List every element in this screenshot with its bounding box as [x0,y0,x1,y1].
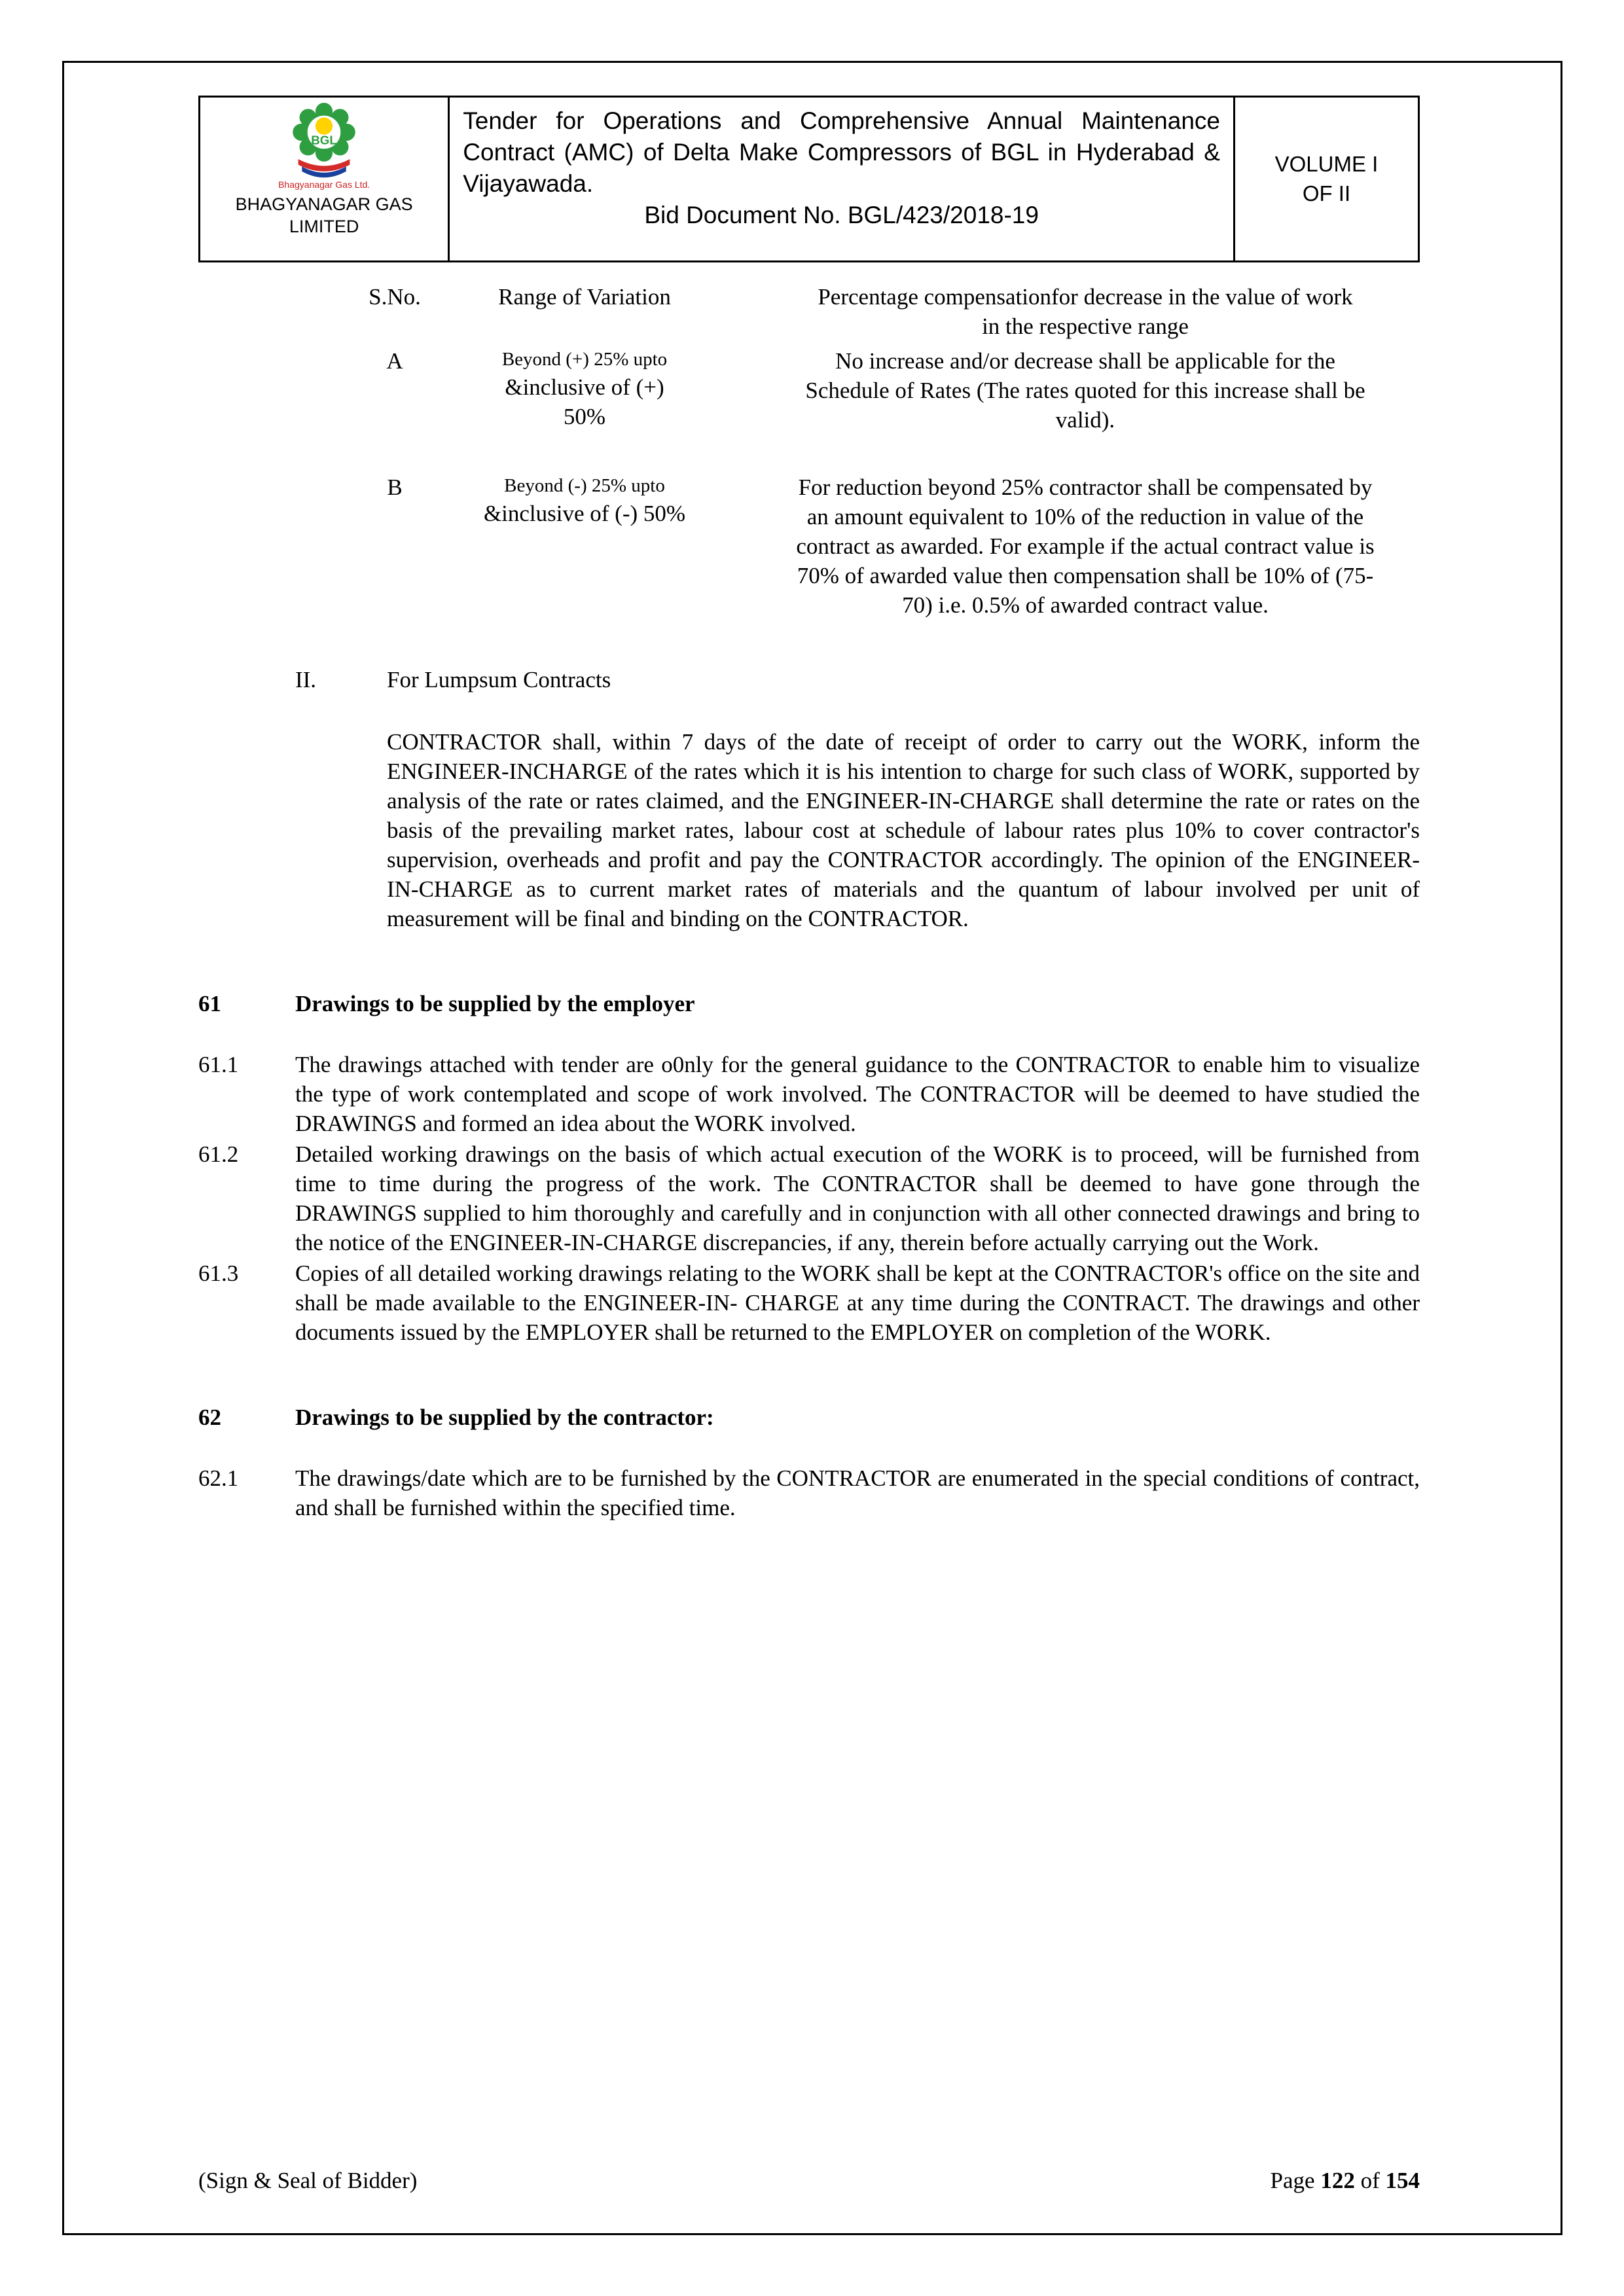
row-b-range-line1: Beyond (-) 25% upto [504,475,665,496]
bgl-logo-icon [275,103,373,180]
row-a-range [444,346,725,435]
clause-62-1 [198,1463,1420,1522]
logo-text: BGL [311,133,337,147]
row-b-compensation: For reduction beyond 25% contractor shall be compensated by an amount equivalent to 10% of the reduction in value of the contract as awarded. For example if the actual contract value is 70% of awarded value then compensation shall be 10% of (75-70) i.e. 0.5% of awarded contract value. [796,475,1375,618]
row-a-sno: A [386,348,403,374]
clause-text: Detailed working drawings on the basis of which actual execution of the WORK is to proceed, will be furnished from time to time during the progress of the work. The CONTRACTOR shall be deemed to have gone through the DRAWINGS supplied to him thoroughly and carefully and in conjunction with all other connected drawings and bring to the notice of the ENGINEER-IN-CHARGE discrepancies, if any, therein before actually carrying out the Work. [295,1141,1420,1255]
header-title-cell [450,98,1235,260]
lumpsum-heading [295,667,1420,693]
clause-number: 61.2 [198,1141,239,1167]
row-b-range [444,473,725,620]
lumpsum-title: For Lumpsum Contracts [387,667,611,692]
tender-title: Tender for Operations and Comprehensive Annual Maintenance Contract (AMC) of Delta Make Compressors of BGL in Hyderabad & Vijayawada. [463,107,1220,198]
of-word: of [1360,2168,1380,2193]
clause-number: 62.1 [198,1465,239,1491]
page-number: 122 [1320,2168,1355,2193]
clause-number: 61.3 [198,1261,239,1286]
variation-table-header-row [352,282,1420,341]
page-word: Page [1270,2168,1315,2193]
section-61-title: Drawings to be supplied by the employer [295,991,695,1016]
clause-text: Copies of all detailed working drawings relating to the WORK shall be kept at the CONTRACTOR's office on the site and shall be made available to the ENGINEER-IN- CHARGE at any time during the CONTRACT. The drawings and other documents issued by the EMPLOYER shall be returned to the EMPLOYER on completion of the WORK. [295,1261,1420,1345]
variation-table [352,282,1420,620]
logo-subtext: Bhagyanagar Gas Ltd. [278,179,370,190]
section-62-number: 62 [198,1405,221,1430]
row-b-sno: B [387,475,403,500]
clause-61-2 [198,1139,1420,1257]
lumpsum-marker: II. [295,667,317,692]
page-footer [198,2168,1420,2194]
col-header-compensation: Percentage compensationfor decrease in the value of work in the respective range [818,284,1353,339]
row-a-range-line2: &inclusive of (+) 50% [505,374,664,429]
clause-text: The drawings/date which are to be furnished by the CONTRACTOR are enumerated in the special conditions of contract, and shall be furnished within the specified time. [295,1465,1420,1520]
clause-61-1 [198,1050,1420,1138]
row-a-range-line1: Beyond (+) 25% upto [501,349,668,370]
sign-seal-label: (Sign & Seal of Bidder) [198,2168,418,2193]
section-61-heading [198,991,1420,1017]
lumpsum-paragraph: CONTRACTOR shall, within 7 days of the date of receipt of order to carry out the WORK, inform the ENGINEER-INCHARGE of the rates which it is his intention to charge for such class of WORK, supported by analysis of the rate or rates claimed, and the ENGINEER-IN-CHARGE shall determine the rate or rates on the basis of the prevailing market rates, labour cost at schedule of labour rates plus 10% to cover contractor's supervision, overheads and profit and pay the CONTRACTOR accordingly. The opinion of the ENGINEER- IN-CHARGE as to current market rates of materials and the quantum of labour involved per unit of measurement will be final and binding on the CONTRACTOR. [387,729,1420,931]
bid-document-number: Bid Document No. BGL/423/2018-19 [644,202,1039,229]
document-header [198,96,1420,262]
row-a-compensation: No increase and/or decrease shall be applicable for the Schedule of Rates (The rates quoted for this increase shall be valid). [805,348,1365,433]
section-61-number: 61 [198,991,221,1016]
logo-yellow-ball-icon [316,117,333,134]
section-62-title: Drawings to be supplied by the contractor: [295,1405,714,1430]
col-header-range: Range of Variation [498,284,671,310]
section-62-heading [198,1405,1420,1431]
org-name: BHAGYANAGAR GAS LIMITED [235,194,413,237]
table-row-a [352,346,1420,435]
col-header-sno: S.No. [369,284,421,310]
total-pages: 154 [1385,2168,1420,2193]
page-number-info [1271,2168,1420,2194]
volume-line2: OF II [1302,181,1351,206]
page-border-frame [62,61,1562,2235]
table-row-b [352,473,1420,620]
section-62-items [198,1463,1420,1522]
header-logo-cell [200,98,450,260]
clause-number: 61.1 [198,1052,239,1077]
section-61-items [198,1050,1420,1347]
clause-61-3 [198,1259,1420,1347]
header-volume-cell [1235,98,1418,260]
row-b-range-line2: &inclusive of (-) 50% [483,501,686,526]
volume-line1: VOLUME I [1274,151,1379,176]
clause-text: The drawings attached with tender are o0nly for the general guidance to the CONTRACTOR to enable him to visualize the type of work contemplated and scope of work involved. The CONTRACTOR will be deemed to have studied the DRAWINGS and formed an idea about the WORK involved. [295,1052,1420,1136]
